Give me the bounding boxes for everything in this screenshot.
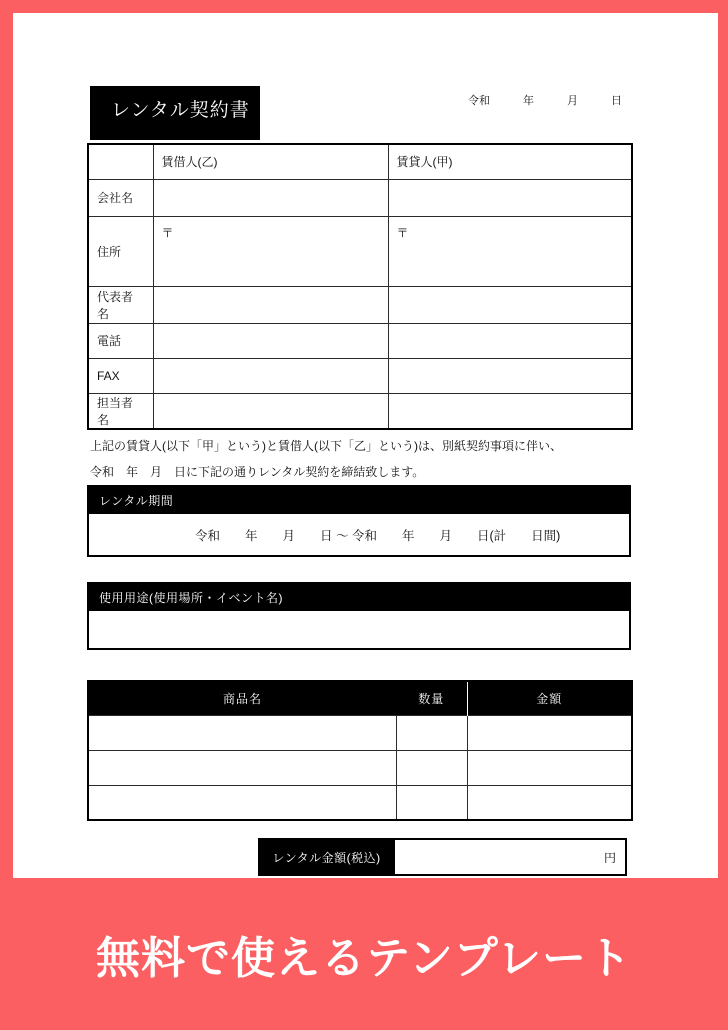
- lessor-column-header: 賃貸人(甲): [388, 144, 632, 179]
- row-label-contact-person: 担当者名: [88, 393, 153, 429]
- row-label-company: 会社名: [88, 179, 153, 216]
- company-name-row: [88, 179, 632, 216]
- items-table: [87, 680, 633, 821]
- representative-row: [88, 286, 632, 323]
- rental-period-section: [87, 485, 631, 557]
- usage-value-field[interactable]: [89, 611, 629, 648]
- document-title-box: [90, 86, 260, 140]
- total-amount-field[interactable]: [395, 838, 627, 876]
- contract-document: [13, 13, 718, 878]
- row-label-fax: FAX: [88, 358, 153, 393]
- rental-period-heading: レンタル期間: [89, 487, 629, 514]
- contact-person-row: [88, 393, 632, 429]
- address-lessee-field[interactable]: 〒: [153, 216, 388, 286]
- address-lessor-field[interactable]: 〒: [388, 216, 632, 286]
- agreement-sentence-1: 上記の賃貸人(以下「甲」という)と賃借人(以下「乙」という)は、別紙契約事項に伴い、: [90, 439, 562, 453]
- row-label-phone: 電話: [88, 323, 153, 358]
- contact-lessor-field[interactable]: [388, 393, 632, 429]
- amount-header: 金額: [467, 681, 632, 715]
- phone-lessee-field[interactable]: [153, 323, 388, 358]
- quantity-field[interactable]: [396, 750, 467, 785]
- representative-lessee-field[interactable]: [153, 286, 388, 323]
- fax-row: [88, 358, 632, 393]
- item-row: [88, 750, 632, 785]
- rental-period-value-field[interactable]: 令和 年 月 日 ～ 令和 年 月 日(計 日間): [195, 528, 561, 543]
- document-title: レンタル契約書: [111, 100, 250, 121]
- promo-banner: [0, 878, 728, 1030]
- promo-banner-text: 無料で使えるテンプレート: [95, 934, 633, 983]
- phone-lessor-field[interactable]: [388, 323, 632, 358]
- address-row: [88, 216, 632, 286]
- quantity-field[interactable]: [396, 715, 467, 750]
- fax-lessor-field[interactable]: [388, 358, 632, 393]
- item-name-field[interactable]: [88, 750, 396, 785]
- parties-table: [87, 143, 633, 430]
- item-name-header: 商品名: [88, 681, 396, 715]
- amount-field[interactable]: [467, 785, 632, 820]
- item-row: [88, 715, 632, 750]
- phone-row: [88, 323, 632, 358]
- parties-header-row: [88, 144, 632, 179]
- fax-lessee-field[interactable]: [153, 358, 388, 393]
- representative-lessor-field[interactable]: [388, 286, 632, 323]
- item-name-field[interactable]: [88, 785, 396, 820]
- items-header-row: [88, 681, 632, 715]
- row-label-address: 住所: [88, 216, 153, 286]
- company-lessor-field[interactable]: [388, 179, 632, 216]
- contact-lessee-field[interactable]: [153, 393, 388, 429]
- quantity-header: 数量: [396, 681, 467, 715]
- agreement-sentence-2: 令和 年 月 日に下記の通りレンタル契約を締結致します。: [90, 465, 425, 479]
- corner-cell: [88, 144, 153, 179]
- amount-field[interactable]: [467, 750, 632, 785]
- quantity-field[interactable]: [396, 785, 467, 820]
- total-amount-label: レンタル金額(税込): [258, 838, 395, 876]
- item-name-field[interactable]: [88, 715, 396, 750]
- issue-date-line: 令和 年 月 日: [468, 95, 622, 107]
- company-lessee-field[interactable]: [153, 179, 388, 216]
- row-label-representative: 代表者名: [88, 286, 153, 323]
- total-amount-row: [258, 838, 627, 876]
- item-row: [88, 785, 632, 820]
- amount-field[interactable]: [467, 715, 632, 750]
- lessee-column-header: 賃借人(乙): [153, 144, 388, 179]
- usage-section: [87, 582, 631, 650]
- usage-heading: 使用用途(使用場所・イベント名): [89, 584, 629, 611]
- currency-unit-label: 円: [603, 850, 616, 865]
